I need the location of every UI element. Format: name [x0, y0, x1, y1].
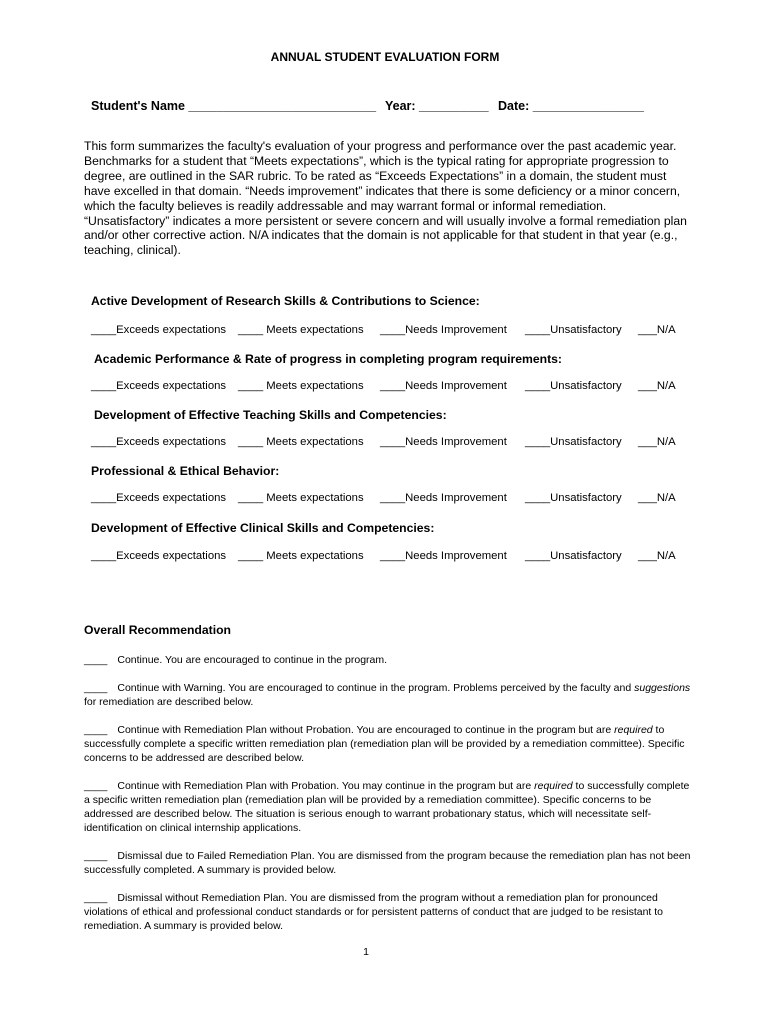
rating-needs-improvement[interactable]: ____Needs Improvement	[380, 550, 507, 562]
rating-unsatisfactory[interactable]: ____Unsatisfactory	[525, 550, 622, 562]
rating-needs-improvement[interactable]: ____Needs Improvement	[380, 324, 507, 336]
page-number: 1	[363, 946, 369, 958]
rating-na[interactable]: ___N/A	[638, 436, 676, 448]
rating-na[interactable]: ___N/A	[638, 492, 676, 504]
recommendation-text: to successfully complete a specific written remediation plan (remediation plan will be provided by a remediation committee). Specific concerns to be addressed are described below. The situation is serious enough to warrant probationary status, which will necessitate self-identification on clinical internship applications.	[84, 780, 690, 834]
recommendation-text: Continue with Warning. You are encouraged to continue in the program. Problems perceived by the faculty and	[117, 682, 635, 694]
rating-meets[interactable]: ____ Meets expectations	[238, 380, 364, 392]
rating-na[interactable]: ___N/A	[638, 550, 676, 562]
checkbox-blank[interactable]: ____	[84, 654, 108, 666]
recommendation-text: Continue. You are encouraged to continue in the program.	[117, 654, 388, 666]
rating-needs-improvement[interactable]: ____Needs Improvement	[380, 492, 507, 504]
recommendation-text: Dismissal due to Failed Remediation Plan. You are dismissed from the program because the remediation plan has not been successfully completed. A summary is provided below.	[84, 850, 691, 876]
recommendation-text: to successfully complete a specific written remediation plan (remediation plan will be provided by a remediation committee). Specific concerns to be addressed are described below.	[84, 724, 685, 764]
recommendation-remediation-probation[interactable]	[84, 779, 694, 835]
year-field[interactable]: Year: __________	[385, 99, 489, 113]
section-heading-teaching: Development of Effective Teaching Skills and Competencies:	[94, 408, 447, 422]
section-heading-clinical: Development of Effective Clinical Skills and Competencies:	[91, 521, 435, 535]
intro-paragraph: This form summarizes the faculty's evaluation of your progress and performance over the past academic year. Benchmarks for a student that “Meets expectations”, which is the typical rating for appropriate progression to degree, are outlined in the SAR rubric. To be rated as “Exceeds Expectations” in a domain, the student must have excelled in that domain. “Needs improvement” indicates that there is some deficiency or a minor concern, which the faculty believes is readily addressable and may warrant formal or informal remediation. “Unsatisfactory” indicates a more persistent or severe concern and will usually involve a formal remediation plan and/or other corrective action. N/A indicates that the domain is not applicable for that student in that year (e.g., teaching, clinical).	[84, 139, 687, 258]
recommendation-continue[interactable]	[84, 653, 694, 667]
rating-meets[interactable]: ____ Meets expectations	[238, 492, 364, 504]
recommendation-dismissal-failed-plan[interactable]	[84, 849, 694, 877]
student-name-field[interactable]: Student's Name ___________________________	[91, 99, 377, 113]
section-heading-research: Active Development of Research Skills & Contributions to Science:	[91, 294, 480, 308]
checkbox-blank[interactable]: ____	[84, 682, 108, 694]
rating-unsatisfactory[interactable]: ____Unsatisfactory	[525, 436, 622, 448]
checkbox-blank[interactable]: ____	[84, 850, 108, 862]
rating-unsatisfactory[interactable]: ____Unsatisfactory	[525, 492, 622, 504]
emphasis-text: required	[534, 780, 573, 792]
recommendation-text: Dismissal without Remediation Plan. You are dismissed from the program without a remediation plan for pronounced violations of ethical and professional conduct standards or for persistent patterns of conduct that are judged to be resistant to remediation. A summary is provided below.	[84, 892, 664, 932]
rating-needs-improvement[interactable]: ____Needs Improvement	[380, 380, 507, 392]
recommendation-text: for remediation are described below.	[84, 696, 254, 708]
recommendation-continue-warning[interactable]	[84, 681, 694, 709]
recommendation-text: Continue with Remediation Plan with Probation. You may continue in the program but are	[117, 780, 535, 792]
overall-recommendation-heading: Overall Recommendation	[84, 623, 231, 637]
section-heading-academic: Academic Performance & Rate of progress in completing program requirements:	[94, 352, 562, 366]
date-field[interactable]: Date: ________________	[498, 99, 644, 113]
section-heading-ethics: Professional & Ethical Behavior:	[91, 464, 280, 478]
rating-meets[interactable]: ____ Meets expectations	[238, 436, 364, 448]
checkbox-blank[interactable]: ____	[84, 724, 108, 736]
rating-exceeds[interactable]: ____Exceeds expectations	[91, 492, 227, 504]
rating-needs-improvement[interactable]: ____Needs Improvement	[380, 436, 507, 448]
rating-unsatisfactory[interactable]: ____Unsatisfactory	[525, 324, 622, 336]
rating-exceeds[interactable]: ____Exceeds expectations	[91, 380, 227, 392]
checkbox-blank[interactable]: ____	[84, 780, 108, 792]
rating-na[interactable]: ___N/A	[638, 380, 676, 392]
recommendation-dismissal-no-plan[interactable]	[84, 891, 694, 933]
rating-unsatisfactory[interactable]: ____Unsatisfactory	[525, 380, 622, 392]
rating-exceeds[interactable]: ____Exceeds expectations	[91, 324, 227, 336]
rating-meets[interactable]: ____ Meets expectations	[238, 550, 364, 562]
emphasis-text: required	[614, 724, 653, 736]
emphasis-text: suggestions	[634, 682, 691, 694]
checkbox-blank[interactable]: ____	[84, 892, 108, 904]
form-title: ANNUAL STUDENT EVALUATION FORM	[270, 50, 500, 64]
rating-exceeds[interactable]: ____Exceeds expectations	[91, 436, 227, 448]
rating-exceeds[interactable]: ____Exceeds expectations	[91, 550, 227, 562]
rating-meets[interactable]: ____ Meets expectations	[238, 324, 364, 336]
recommendation-text: Continue with Remediation Plan without Probation. You are encouraged to continue in the program but are	[117, 724, 615, 736]
recommendation-remediation-no-probation[interactable]	[84, 723, 694, 765]
rating-na[interactable]: ___N/A	[638, 324, 676, 336]
